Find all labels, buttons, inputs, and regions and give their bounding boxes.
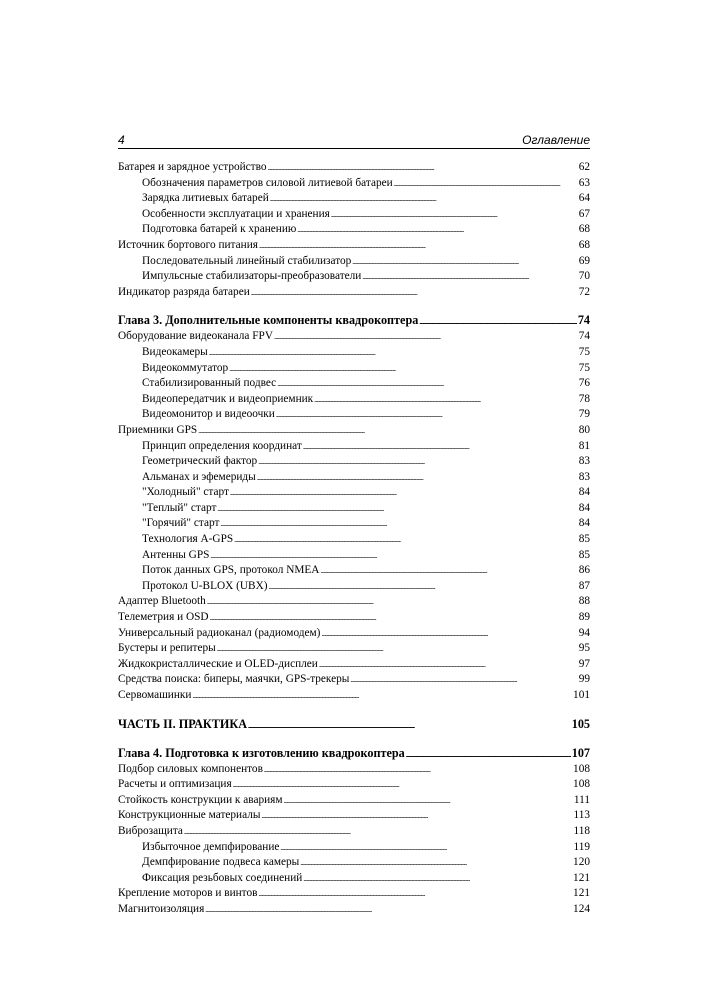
toc-entry-page: 72 — [578, 285, 590, 298]
toc-entry-title: Магнитоизоляция — [118, 902, 205, 915]
toc-entry-title: Оборудование видеоканала FPV — [118, 330, 273, 343]
toc-entry-title: Индикатор разряда батареи — [118, 285, 250, 298]
toc-entry-title: Средства поиска: биперы, маячки, GPS-трекеры — [118, 673, 350, 686]
toc-entry-title: Избыточное демпфирование — [142, 840, 280, 853]
toc-entry-page: 107 — [571, 745, 590, 760]
toc-chapter-entry[interactable] — [118, 312, 590, 329]
toc-entry-title: Подготовка батарей к хранению — [142, 223, 297, 236]
toc-leader-dots — [350, 674, 577, 690]
toc-entry-title: Технология A-GPS — [142, 533, 234, 546]
toc-entry-page: 124 — [573, 902, 590, 915]
toc-entry-page: 120 — [573, 856, 590, 869]
running-title: Оглавление — [522, 133, 590, 147]
toc-entry-title: Протокол U-BLOX (UBX) — [142, 579, 268, 592]
toc-entry-title: "Холодный" старт — [142, 486, 229, 499]
toc-leader-dots — [406, 748, 571, 765]
toc-entry-title: Видеокамеры — [142, 345, 208, 358]
toc-entry-title: ЧАСТЬ II. ПРАКТИКА — [118, 716, 248, 731]
toc-leader-dots — [280, 842, 572, 858]
toc-entry-title: Геометрический фактор — [142, 455, 258, 468]
toc-entry-page: 78 — [578, 392, 590, 405]
toc-entry[interactable] — [118, 793, 590, 809]
toc-entry-title: Видеопередатчик и видеоприемник — [142, 392, 314, 405]
toc-entry-page: 121 — [573, 871, 590, 884]
toc-entry-title: Расчеты и оптимизация — [118, 778, 232, 791]
toc-entry-page: 119 — [573, 840, 590, 853]
toc-entry[interactable] — [118, 345, 590, 361]
toc-leader-dots — [248, 719, 571, 736]
toc-leader-dots — [209, 347, 578, 363]
toc-leader-dots — [320, 565, 577, 581]
toc-entry-title: Последовательный линейный стабилизатор — [142, 254, 352, 267]
toc-leader-dots — [258, 456, 578, 472]
toc-entry[interactable] — [118, 176, 590, 192]
toc-entry-title: Подбор силовых компонентов — [118, 762, 263, 775]
toc-entry[interactable] — [118, 688, 590, 704]
toc-entry-page: 105 — [571, 716, 590, 731]
toc-entry[interactable] — [118, 902, 590, 918]
toc-leader-dots — [220, 518, 577, 534]
toc-chapter-entry[interactable] — [118, 745, 590, 762]
toc-entry-title: Источник бортового питания — [118, 238, 258, 251]
toc-entry-page: 75 — [578, 361, 590, 374]
toc-leader-dots — [261, 810, 572, 826]
toc-leader-dots — [192, 690, 572, 706]
toc-entry-page: 113 — [573, 809, 590, 822]
page-header — [118, 128, 590, 149]
toc-entry[interactable] — [118, 548, 590, 564]
toc-entry-title: Глава 3. Дополнительные компоненты квадрокоптера — [118, 313, 419, 328]
toc-leader-dots — [230, 487, 578, 503]
toc-entry[interactable] — [118, 871, 590, 887]
toc-entry-page: 86 — [578, 564, 590, 577]
toc-leader-dots — [297, 224, 577, 240]
toc-entry[interactable] — [118, 392, 590, 408]
toc-entry-title: Бустеры и репитеры — [118, 642, 216, 655]
toc-entry[interactable] — [118, 762, 590, 778]
toc-leader-dots — [300, 857, 572, 873]
toc-entry-page: 84 — [578, 486, 590, 499]
toc-leader-dots — [229, 363, 578, 379]
toc-entry-page: 84 — [578, 501, 590, 514]
toc-entry-title: Альманах и эфемериды — [142, 470, 256, 483]
toc-entry[interactable] — [118, 470, 590, 486]
toc-entry-page: 89 — [578, 611, 590, 624]
toc-entry-page: 67 — [578, 207, 590, 220]
toc-chapter-entry[interactable] — [118, 716, 590, 733]
toc-entry-title: Универсальный радиоканал (радиомодем) — [118, 626, 321, 639]
toc-entry-title: Обозначения параметров силовой литиевой батареи — [142, 176, 393, 189]
toc-entry[interactable] — [118, 516, 590, 532]
toc-entry-title: Стабилизированный подвес — [142, 377, 277, 390]
toc-entry-page: 94 — [578, 626, 590, 639]
toc-entry[interactable] — [118, 160, 590, 176]
toc-entry[interactable] — [118, 626, 590, 642]
toc-entry-title: Поток данных GPS, протокол NMEA — [142, 564, 320, 577]
toc-leader-dots — [352, 256, 577, 272]
toc-entry-page: 108 — [573, 778, 590, 791]
table-of-contents — [118, 160, 590, 918]
toc-entry-page: 68 — [578, 223, 590, 236]
toc-entry-title: Конструкционные материалы — [118, 809, 261, 822]
toc-entry[interactable] — [118, 610, 590, 626]
toc-entry[interactable] — [118, 641, 590, 657]
toc-entry-page: 87 — [578, 579, 590, 592]
toc-leader-dots — [233, 779, 572, 795]
toc-entry-title: Крепление моторов и винтов — [118, 887, 258, 900]
toc-entry[interactable] — [118, 777, 590, 793]
toc-entry[interactable] — [118, 824, 590, 840]
toc-entry-page: 64 — [578, 192, 590, 205]
toc-entry[interactable] — [118, 657, 590, 673]
toc-entry-title: Фиксация резьбовых соединений — [142, 871, 303, 884]
toc-entry-page: 74 — [578, 330, 590, 343]
toc-leader-dots — [331, 209, 578, 225]
toc-leader-dots — [303, 873, 572, 889]
toc-entry[interactable] — [118, 191, 590, 207]
toc-entry-page: 76 — [578, 377, 590, 390]
toc-leader-dots — [251, 287, 578, 303]
toc-entry[interactable] — [118, 439, 590, 455]
toc-entry[interactable] — [118, 563, 590, 579]
toc-entry-page: 88 — [578, 595, 590, 608]
toc-leader-dots — [419, 315, 576, 332]
toc-leader-dots — [234, 534, 578, 550]
toc-entry-title: Демпфирование подвеса камеры — [142, 856, 300, 869]
toc-entry-page: 81 — [578, 439, 590, 452]
toc-entry-page: 121 — [573, 887, 590, 900]
toc-leader-dots — [257, 472, 578, 488]
toc-entry-page: 83 — [578, 470, 590, 483]
toc-entry-page: 63 — [578, 176, 590, 189]
toc-entry[interactable] — [118, 407, 590, 423]
toc-entry-title: Видеокоммутатор — [142, 361, 229, 374]
toc-entry-title: Сервомашинки — [118, 689, 192, 701]
toc-leader-dots — [394, 178, 578, 194]
toc-entry[interactable] — [118, 532, 590, 548]
toc-leader-dots — [207, 596, 578, 612]
toc-entry[interactable] — [118, 672, 590, 688]
toc-entry[interactable] — [118, 808, 590, 824]
toc-entry-title: "Горячий" старт — [142, 517, 220, 530]
toc-entry-page: 95 — [578, 642, 590, 655]
toc-entry-page: 85 — [578, 533, 590, 546]
toc-entry[interactable] — [118, 501, 590, 517]
toc-leader-dots — [284, 795, 573, 811]
toc-entry-page: 84 — [578, 517, 590, 530]
toc-entry-title: Адаптер Bluetooth — [118, 595, 206, 608]
toc-entry[interactable] — [118, 238, 590, 254]
toc-entry-title: Особенности эксплуатации и хранения — [142, 207, 330, 220]
toc-entry[interactable] — [118, 361, 590, 377]
page-number: 4 — [118, 133, 125, 147]
toc-entry[interactable] — [118, 579, 590, 595]
toc-entry-page: 108 — [573, 762, 590, 775]
toc-entry-title: Видеомонитор и видеоочки — [142, 408, 275, 421]
toc-entry[interactable] — [118, 329, 590, 345]
toc-entry[interactable] — [118, 222, 590, 238]
toc-leader-dots — [264, 764, 572, 780]
toc-entry-title: Стойкость конструкции к авариям — [118, 793, 283, 806]
toc-entry-page: 101 — [573, 689, 590, 701]
toc-entry[interactable] — [118, 485, 590, 501]
toc-entry-title: Батарея и зарядное устройство — [118, 161, 267, 173]
toc-entry[interactable] — [118, 855, 590, 871]
toc-entry[interactable] — [118, 594, 590, 610]
toc-entry-page: 69 — [578, 254, 590, 267]
toc-entry-page: 111 — [573, 793, 590, 806]
toc-entry-page: 99 — [578, 673, 590, 686]
toc-entry[interactable] — [118, 376, 590, 392]
toc-entry[interactable] — [118, 423, 590, 439]
toc-entry-page: 80 — [578, 423, 590, 436]
toc-leader-dots — [277, 378, 578, 394]
toc-entry-page: 85 — [578, 548, 590, 561]
toc-leader-dots — [321, 628, 577, 644]
toc-entry-title: Приемники GPS — [118, 423, 198, 436]
toc-entry[interactable] — [118, 207, 590, 223]
toc-entry-page: 83 — [578, 455, 590, 468]
toc-leader-dots — [319, 659, 578, 675]
toc-entry-title: Виброзащита — [118, 824, 183, 837]
toc-entry-title: Глава 4. Подготовка к изготовлению квадрокоптера — [118, 745, 405, 760]
toc-leader-dots — [314, 394, 578, 410]
toc-leader-dots — [258, 888, 572, 904]
toc-entry-page: 118 — [573, 824, 590, 837]
toc-entry-title: Импульсные стабилизаторы-преобразователи — [142, 270, 362, 283]
toc-leader-dots — [276, 409, 578, 425]
toc-entry[interactable] — [118, 886, 590, 902]
toc-entry[interactable] — [118, 254, 590, 270]
toc-entry-page: 74 — [577, 313, 590, 328]
toc-entry[interactable] — [118, 840, 590, 856]
toc-leader-dots — [362, 271, 577, 287]
toc-leader-dots — [217, 503, 577, 519]
toc-entry-page: 70 — [578, 270, 590, 283]
toc-leader-dots — [269, 581, 578, 597]
toc-entry-title: "Теплый" старт — [142, 501, 217, 514]
toc-leader-dots — [205, 904, 572, 920]
toc-leader-dots — [303, 441, 578, 457]
toc-entry[interactable] — [118, 454, 590, 470]
toc-entry-title: Антенны GPS — [142, 548, 210, 561]
toc-entry[interactable] — [118, 285, 590, 301]
toc-entry-page: 62 — [578, 161, 590, 173]
toc-entry-title: Жидкокристаллические и OLED-дисплеи — [118, 657, 318, 670]
toc-entry-title: Телеметрия и OSD — [118, 611, 209, 624]
toc-entry-page: 79 — [578, 408, 590, 421]
toc-entry[interactable] — [118, 269, 590, 285]
toc-entry-page: 75 — [578, 345, 590, 358]
toc-entry-page: 68 — [578, 238, 590, 251]
toc-entry-title: Зарядка литиевых батарей — [142, 192, 269, 205]
toc-entry-page: 97 — [578, 657, 590, 670]
toc-leader-dots — [274, 331, 578, 347]
toc-entry-title: Принцип определения координат — [142, 439, 302, 452]
